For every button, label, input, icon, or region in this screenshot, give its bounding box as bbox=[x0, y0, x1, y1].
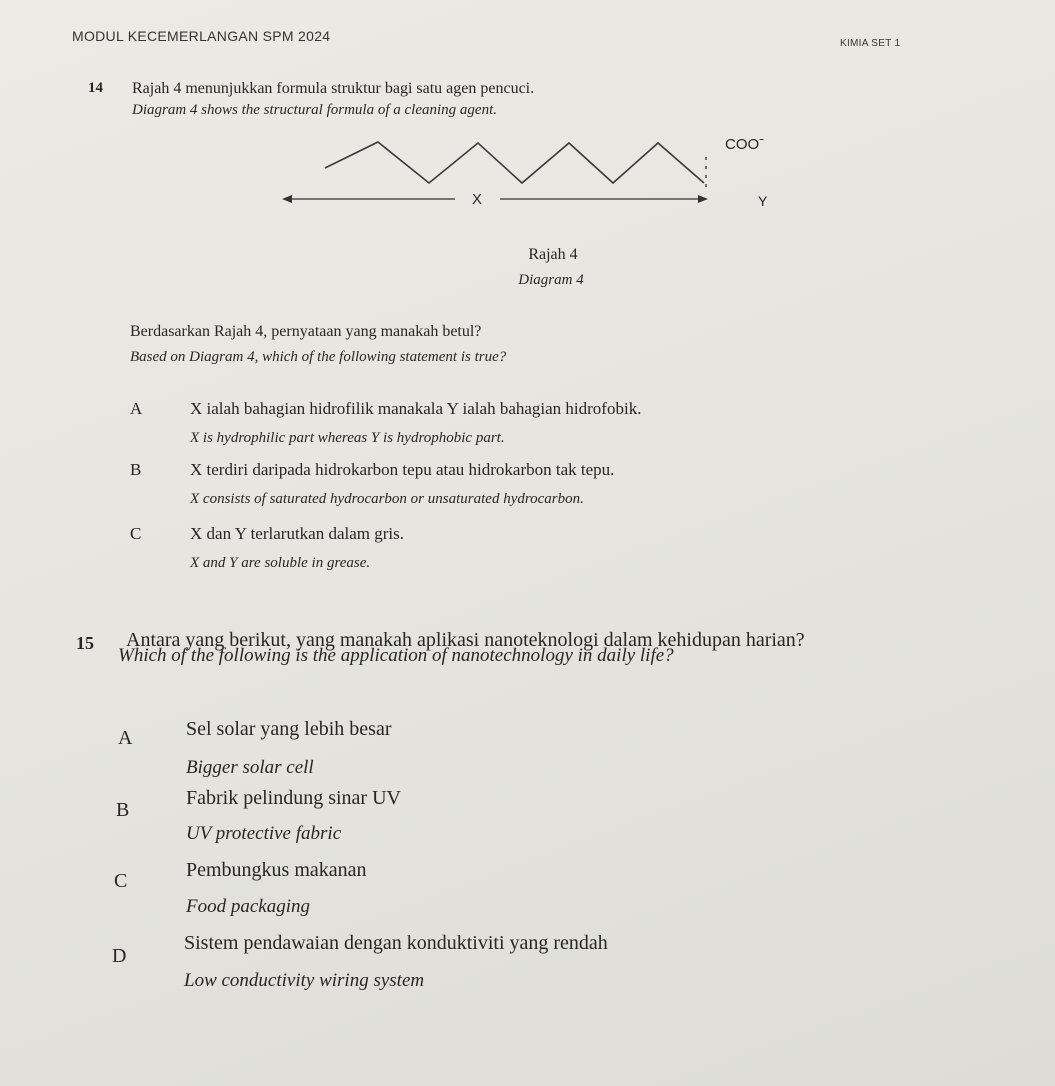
question-15-stem-ms: Antara yang berikut, yang manakah aplikasi nanoteknologi dalam kehidupan harian? bbox=[126, 629, 805, 651]
question-15-number: 15 bbox=[76, 633, 94, 653]
q15-option-c-letter[interactable]: C bbox=[114, 870, 128, 892]
question-14-stem-ms: Rajah 4 menunjukkan formula struktur bagi satu agen pencuci. bbox=[132, 80, 535, 97]
q15-option-a-en: Bigger solar cell bbox=[186, 757, 314, 778]
q15-option-a-ms: Sel solar yang lebih besar bbox=[186, 718, 392, 740]
q15-option-c-ms: Pembungkus makanan bbox=[186, 859, 367, 881]
question-14-ms: Berdasarkan Rajah 4, pernyataan yang manakah betul? bbox=[130, 323, 482, 340]
q14-option-c-ms: X dan Y terlarutkan dalam gris. bbox=[190, 524, 405, 543]
question-15-stem-en: Which of the following is the application of nanotechnology in daily life? bbox=[118, 645, 674, 666]
q15-option-d-ms: Sistem pendawaian dengan konduktiviti yang rendah bbox=[184, 932, 608, 954]
q15-option-d-en: Low conductivity wiring system bbox=[184, 970, 425, 991]
q15-option-b-ms: Fabrik pelindung sinar UV bbox=[186, 787, 401, 809]
q14-option-a-letter[interactable]: A bbox=[130, 399, 143, 418]
question-14-en: Based on Diagram 4, which of the following statement is true? bbox=[130, 349, 507, 365]
question-14-stem-en: Diagram 4 shows the structural formula of a cleaning agent. bbox=[132, 102, 497, 118]
hydrocarbon-chain bbox=[325, 142, 704, 183]
question-14-number: 14 bbox=[88, 80, 103, 96]
x-arrow-left-head bbox=[282, 195, 292, 203]
carboxylate-group-label: COOˉ bbox=[725, 136, 765, 153]
q15-option-b-letter[interactable]: B bbox=[116, 799, 130, 821]
q14-option-b-ms: X terdiri daripada hidrokarbon tepu atau hidrokarbon tak tepu. bbox=[190, 460, 615, 479]
subject-set-label: KIMIA SET 1 bbox=[840, 38, 901, 49]
q14-option-b-en: X consists of saturated hydrocarbon or unsaturated hydrocarbon. bbox=[190, 491, 584, 507]
q14-option-c-letter[interactable]: C bbox=[130, 524, 142, 543]
q14-option-a-ms: X ialah bahagian hidrofilik manakala Y ialah bahagian hidrofobik. bbox=[190, 399, 642, 418]
q15-option-d-letter[interactable]: D bbox=[112, 945, 127, 967]
q15-option-c-en: Food packaging bbox=[186, 896, 311, 917]
q15-option-a-letter[interactable]: A bbox=[118, 727, 133, 749]
diagram-caption-en: Diagram 4 bbox=[518, 272, 584, 288]
x-arrow-right-head bbox=[698, 195, 708, 203]
x-label: X bbox=[472, 191, 483, 208]
y-label: Y bbox=[758, 193, 768, 209]
module-title: MODUL KECEMERLANGAN SPM 2024 bbox=[72, 28, 331, 44]
q14-option-a-en: X is hydrophilic part whereas Y is hydrophobic part. bbox=[190, 430, 505, 446]
q15-option-b-en: UV protective fabric bbox=[186, 823, 342, 844]
q14-option-b-letter[interactable]: B bbox=[130, 460, 142, 479]
q14-option-c-en: X and Y are soluble in grease. bbox=[190, 555, 371, 571]
diagram-caption-ms: Rajah 4 bbox=[528, 246, 578, 263]
